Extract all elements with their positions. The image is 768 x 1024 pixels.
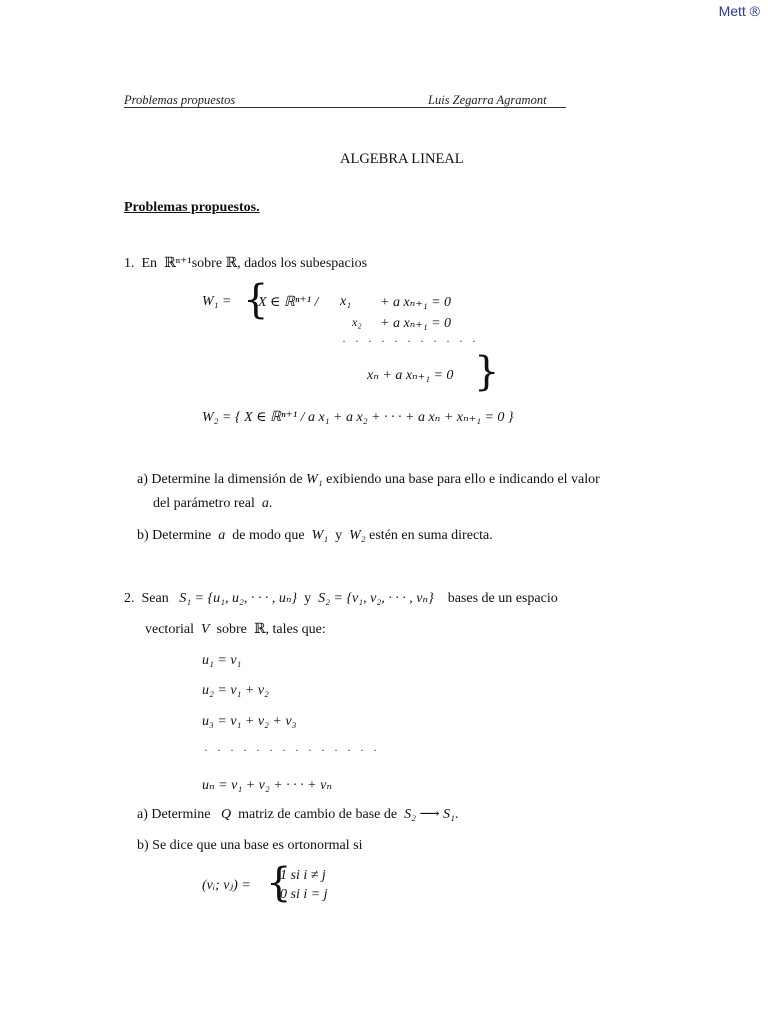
header-left: Problemas propuestos	[124, 93, 236, 107]
math-w2: W₂	[349, 528, 366, 543]
math-v: V	[200, 622, 210, 637]
problem-number: 2.	[124, 591, 135, 606]
w1-eq2-left: x₂	[352, 315, 362, 329]
math-r: ℝ	[253, 622, 266, 637]
math-map: S₂ ⟶ S₁	[404, 807, 455, 822]
left-brace: {	[243, 277, 269, 323]
text: y	[304, 591, 312, 606]
math-q: Q	[220, 807, 232, 822]
text: matriz de cambio de base de	[238, 807, 398, 822]
case-2: 0 si i = j	[280, 887, 328, 902]
text: vectorial	[145, 622, 194, 637]
equation-dots: · · · · · · · · · · · · · ·	[204, 743, 380, 757]
header-rule	[124, 107, 566, 108]
equation-u3: u₃ = v₁ + v₂ + v₃	[202, 714, 297, 729]
text: del parámetro real	[153, 496, 255, 511]
problem-number: 1.	[124, 256, 135, 271]
w1-label: W₁ =	[202, 294, 232, 309]
text: Sean	[141, 591, 169, 606]
w2-definition: W₂ = { X ∈ ℝⁿ⁺¹ / a x₁ + a x₂ + · · · + a xₙ + xₙ₊₁ = 0 }	[202, 410, 514, 425]
problem-1a-line2	[153, 496, 272, 512]
problem-2a	[137, 806, 458, 823]
problem-1-statement	[124, 255, 367, 272]
text: bases de un espacio	[447, 591, 558, 606]
text: , dados los subespacios	[237, 256, 368, 271]
problem-1b	[137, 528, 493, 544]
text: , tales que:	[265, 622, 326, 637]
header-right: Luis Zegarra Agramont	[428, 93, 547, 107]
text: y	[335, 528, 343, 543]
section-title: Problemas propuestos.	[124, 200, 260, 215]
math-w1: W₁	[306, 472, 323, 487]
w1-eq2-right: + a xₙ₊₁ = 0	[380, 316, 452, 331]
text: sobre	[216, 622, 247, 637]
equation-u2: u₂ = v₁ + v₂	[202, 683, 269, 698]
text: b) Determine	[137, 528, 212, 543]
w1-dots: · · · · · · · · · · ·	[342, 334, 479, 348]
math-w1: W₁	[311, 528, 329, 543]
case-1: 1 si i ≠ j	[280, 868, 326, 883]
text: a) Determine	[137, 807, 211, 822]
problem-2b: b) Se dice que una base es ortonormal si	[137, 838, 363, 853]
w1-definition	[202, 294, 231, 310]
math-a: a	[218, 528, 226, 543]
math-s2: S₂ = {v₁, v₂, · · · , vₙ}	[318, 591, 434, 606]
text: estén en suma directa.	[369, 528, 493, 543]
w1-eqn: xₙ + a xₙ₊₁ = 0	[367, 368, 454, 383]
problem-2-statement	[124, 590, 558, 607]
text: .	[454, 807, 459, 822]
text: En	[141, 256, 158, 271]
right-brace: }	[474, 349, 500, 395]
problem-1a	[137, 472, 600, 488]
w1-set-start: X ∈ ℝⁿ⁺¹ /	[258, 295, 319, 310]
text: de modo que	[232, 528, 305, 543]
text: .	[268, 496, 273, 511]
equation-u1: u₁ = v₁	[202, 653, 242, 668]
math-r: ℝ	[225, 256, 238, 271]
cases-brace: {	[266, 860, 292, 906]
text: exibiendo una base para ello e indicando el valor	[326, 472, 600, 487]
text: a) Determine la dimensión de	[137, 472, 303, 487]
equation-un: uₙ = v₁ + v₂ + · · · + vₙ	[202, 778, 333, 793]
w1-eq1-left: x₁	[340, 294, 352, 309]
math-rn1: ℝⁿ⁺¹	[164, 256, 192, 271]
inner-product-lhs: (vᵢ; vⱼ) =	[202, 878, 251, 893]
w1-eq1-right: + a xₙ₊₁ = 0	[380, 295, 452, 310]
math-a: a	[261, 496, 269, 511]
problem-2-line2	[145, 621, 326, 638]
text: sobre	[191, 256, 223, 271]
math-s1: S₁ = {u₁, u₂, · · · , uₙ}	[179, 591, 298, 606]
page-title: ALGEBRA LINEAL	[340, 151, 464, 167]
brand-logo: Mett ®	[718, 3, 760, 19]
